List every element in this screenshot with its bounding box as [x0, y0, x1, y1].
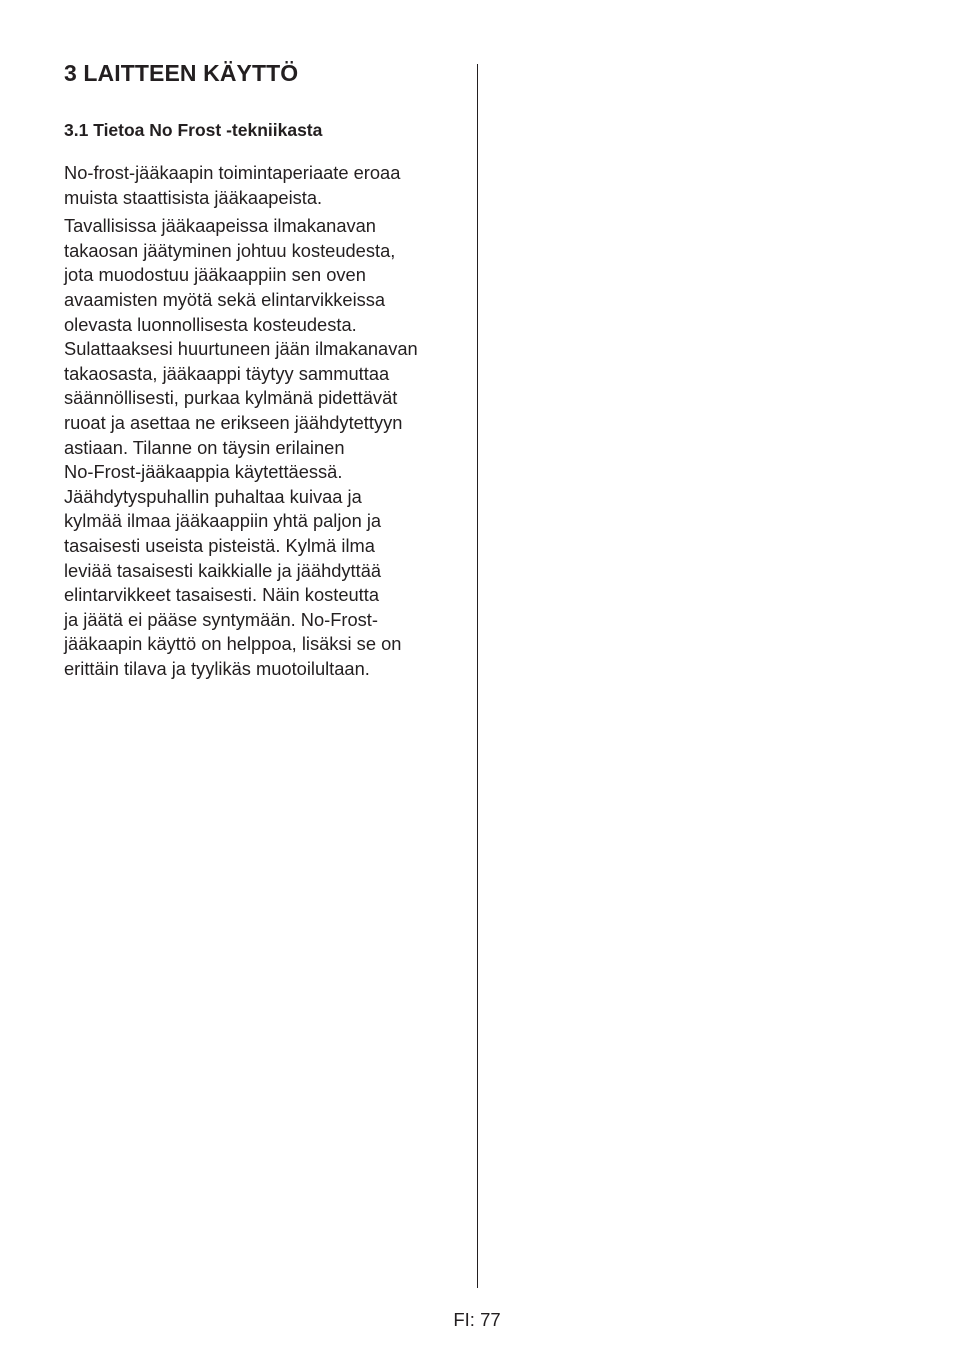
paragraph-line: erittäin tilava ja tyylikäs muotoilultaan.	[64, 657, 370, 679]
subsection-title: 3.1 Tietoa No Frost -tekniikasta	[64, 120, 323, 140]
paragraph-line: muista staattisista jääkaapeista.	[64, 186, 323, 208]
paragraph-line: takaosan jäätyminen johtuu kosteudesta,	[64, 239, 396, 261]
paragraph-line: jääkaapin käyttö on helppoa, lisäksi se on	[64, 633, 402, 655]
paragraph-line: No-Frost-jääkaappia käytettäessä.	[64, 461, 343, 483]
paragraph-line: kylmää ilmaa jääkaappiin yhtä paljon ja	[64, 510, 382, 532]
column-divider	[477, 64, 478, 1288]
paragraph-line: Tavallisissa jääkaapeissa ilmakanavan	[64, 215, 376, 237]
paragraph-line: jota muodostuu jääkaappiin sen oven	[64, 264, 366, 286]
paragraph-line: astiaan. Tilanne on täysin erilainen	[64, 436, 345, 458]
paragraph-line: olevasta luonnollisesta kosteudesta.	[64, 313, 357, 335]
paragraph-line: avaamisten myötä sekä elintarvikkeissa	[64, 288, 386, 310]
paragraph-line: No-frost-jääkaapin toimintaperiaate eroaa	[64, 162, 401, 183]
paragraph-line: leviää tasaisesti kaikkialle ja jäähdyttää	[64, 559, 382, 581]
page-number: FI: 77	[453, 1309, 501, 1330]
paragraph-line: ruoat ja asettaa ne erikseen jäähdytettyyn	[64, 411, 403, 433]
paragraph-line: ja jäätä ei pääse syntymään. No-Frost-	[64, 608, 378, 630]
paragraph-line: säännöllisesti, purkaa kylmänä pidettävät	[64, 387, 398, 409]
paragraph-line: Jäähdytyspuhallin puhaltaa kuivaa ja	[64, 485, 362, 507]
intro-paragraph	[64, 161, 469, 210]
paragraph-line: takaosasta, jääkaappi täytyy sammuttaa	[64, 362, 390, 384]
paragraph-line: Sulattaaksesi huurtuneen jään ilmakanavan	[64, 338, 418, 360]
no-frost-explanation-paragraph	[64, 214, 469, 681]
paragraph-line: tasaisesti useista pisteistä. Kylmä ilma	[64, 534, 375, 556]
section-title: 3 LAITTEEN KÄYTTÖ	[64, 60, 299, 86]
paragraph-line: elintarvikkeet tasaisesti. Näin kosteutta	[64, 584, 379, 606]
left-column	[64, 56, 469, 681]
